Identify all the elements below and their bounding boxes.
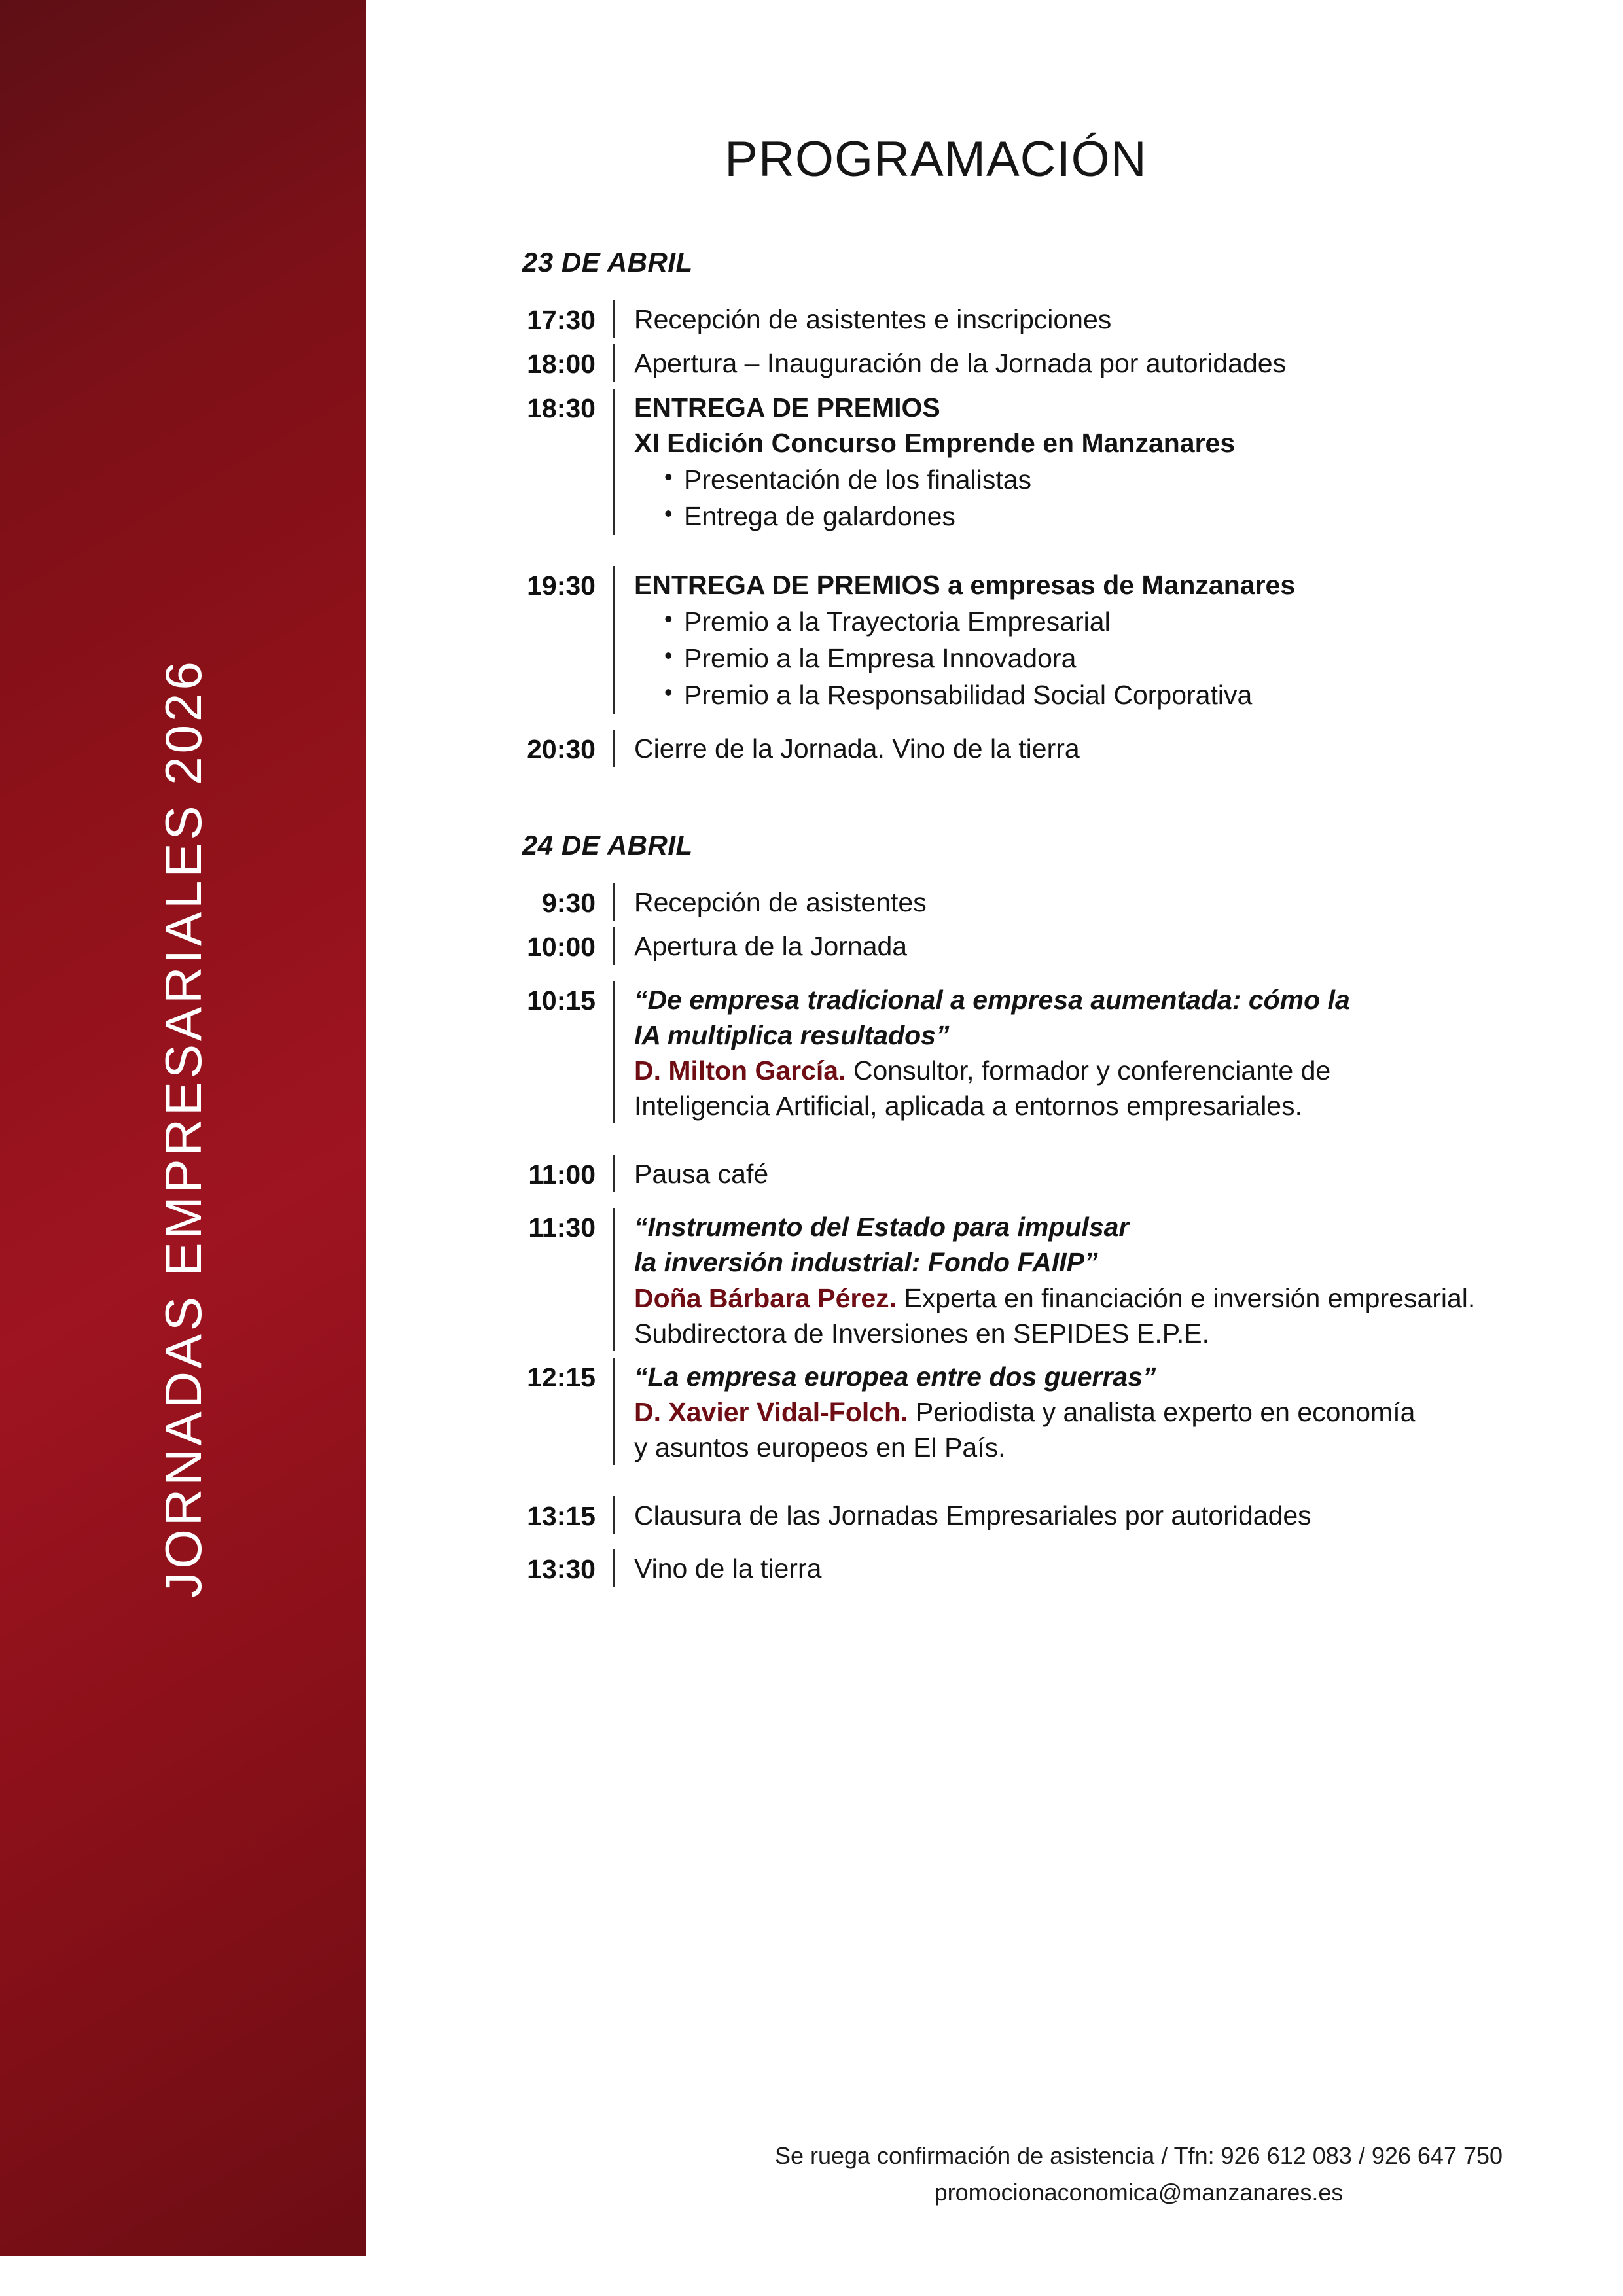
schedule-entry (634, 1496, 1551, 1534)
entry-line: ENTREGA DE PREMIOS a empresas de Manzanares (634, 570, 1296, 601)
entry-line: Recepción de asistentes e inscripciones (634, 304, 1112, 334)
list-item: • Premio a la Empresa Innovadora (664, 641, 1551, 677)
schedule-entry (634, 927, 1551, 964)
schedule-time: 11:30 (528, 1212, 596, 1243)
schedule-entry (634, 981, 1551, 1123)
schedule-entry (634, 300, 1551, 338)
entry-line: “De empresa tradicional a empresa aumentada: cómo la (634, 984, 1350, 1015)
schedule-row (471, 730, 1551, 767)
schedule-entry (634, 1155, 1551, 1192)
entry-line (634, 1280, 1551, 1316)
list-item: • Entrega de galardones (664, 499, 1551, 535)
entry-line (634, 1394, 1551, 1430)
day-heading-1: 23 DE ABRIL (522, 247, 693, 277)
row-divider (613, 883, 615, 921)
event-vertical-title: JORNADAS EMPRESARIALES 2026 (154, 658, 212, 1598)
schedule-time: 10:00 (527, 932, 596, 963)
program-content (366, 0, 1623, 2296)
row-divider (613, 1496, 615, 1534)
row-divider (613, 389, 615, 535)
row-divider (613, 981, 615, 1123)
schedule-time: 18:30 (527, 393, 596, 423)
schedule-time: 9:30 (541, 887, 596, 918)
schedule-time: 20:30 (527, 733, 596, 764)
entry-line: Subdirectora de Inversiones en SEPIDES E.P.E. (634, 1318, 1209, 1349)
schedule-row (471, 1549, 1551, 1587)
schedule-row (471, 1496, 1551, 1534)
schedule-entry (634, 344, 1551, 381)
left-accent-band (0, 0, 366, 2256)
entry-line: Apertura – Inauguración de la Jornada por autoridades (634, 348, 1287, 379)
footer (733, 2138, 1623, 2211)
schedule-row (471, 883, 1551, 921)
schedule-row (471, 389, 1551, 535)
schedule-time: 17:30 (527, 305, 596, 335)
entry-line: Cierre de la Jornada. Vino de la tierra (634, 733, 1080, 764)
speaker-name: Doña Bárbara Pérez. (634, 1282, 897, 1313)
schedule-time: 19:30 (527, 571, 596, 601)
speaker-name: D. Milton García. (634, 1055, 846, 1086)
row-divider (613, 1155, 615, 1192)
schedule-row (471, 300, 1551, 338)
schedule-row (471, 566, 1551, 713)
entry-line: “La empresa europea entre dos guerras” (634, 1361, 1156, 1392)
speaker-name: D. Xavier Vidal-Folch. (634, 1396, 908, 1427)
entry-line: y asuntos europeos en El País. (634, 1432, 1006, 1462)
entry-line (634, 1053, 1551, 1088)
entry-bullet-list (634, 462, 1551, 535)
entry-line: IA multiplica resultados” (634, 1019, 950, 1050)
row-divider (613, 1208, 615, 1351)
schedule-time: 13:15 (527, 1501, 596, 1532)
row-divider (613, 300, 615, 338)
day-1-rows (471, 300, 1551, 767)
entry-line: la inversión industrial: Fondo FAIIP” (634, 1247, 1098, 1278)
row-divider (613, 566, 615, 713)
day-heading-2: 24 DE ABRIL (522, 829, 693, 860)
schedule-time: 18:00 (527, 349, 596, 380)
schedule-entry (634, 883, 1551, 921)
schedule-entry (634, 730, 1551, 767)
schedule-time: 10:15 (527, 985, 596, 1016)
schedule-entry (634, 1549, 1551, 1587)
schedule-entry (634, 566, 1551, 713)
schedule-row (471, 981, 1551, 1123)
speaker-description: Consultor, formador y conferenciante de (846, 1055, 1331, 1086)
row-divider (613, 1549, 615, 1587)
schedule-time: 13:30 (527, 1554, 596, 1585)
schedule (366, 247, 1623, 1587)
row-divider (613, 730, 615, 767)
row-divider (613, 344, 615, 381)
schedule-row (471, 1208, 1551, 1351)
schedule-row (471, 1155, 1551, 1192)
schedule-entry (634, 1358, 1551, 1465)
entry-line: Pausa café (634, 1159, 769, 1189)
schedule-row (471, 344, 1551, 381)
footer-line-1: Se ruega confirmación de asistencia / Tfn: 926 612 083 / 926 647 750 (774, 2142, 1503, 2170)
schedule-time: 12:15 (527, 1362, 596, 1392)
list-item: • Presentación de los finalistas (664, 462, 1551, 499)
entry-line: Clausura de las Jornadas Empresariales por autoridades (634, 1500, 1311, 1531)
page-title: PROGRAMACIÓN (724, 132, 1147, 187)
schedule-row (471, 1358, 1551, 1465)
entry-line: ENTREGA DE PREMIOS (634, 392, 940, 423)
entry-bullet-list (634, 604, 1551, 713)
list-item: • Premio a la Trayectoria Empresarial (664, 604, 1551, 641)
schedule-entry (634, 1208, 1551, 1351)
day-2-rows (471, 883, 1551, 1587)
row-divider (613, 927, 615, 964)
entry-line: XI Edición Concurso Emprende en Manzanares (634, 427, 1236, 458)
footer-line-2: promocionaconomica@manzanares.es (934, 2179, 1344, 2206)
row-divider (613, 1358, 615, 1465)
schedule-row (471, 927, 1551, 964)
entry-line: Recepción de asistentes (634, 887, 927, 917)
entry-line: “Instrumento del Estado para impulsar (634, 1212, 1130, 1243)
entry-line: Vino de la tierra (634, 1553, 822, 1584)
schedule-time: 11:00 (528, 1159, 596, 1190)
list-item: • Premio a la Responsabilidad Social Corporativa (664, 677, 1551, 714)
speaker-description: Periodista y analista experto en economía (908, 1396, 1416, 1427)
schedule-entry (634, 389, 1551, 535)
speaker-description: Experta en financiación e inversión empresarial. (897, 1282, 1476, 1313)
entry-line: Inteligencia Artificial, aplicada a entornos empresariales. (634, 1090, 1302, 1121)
entry-line: Apertura de la Jornada (634, 931, 908, 962)
